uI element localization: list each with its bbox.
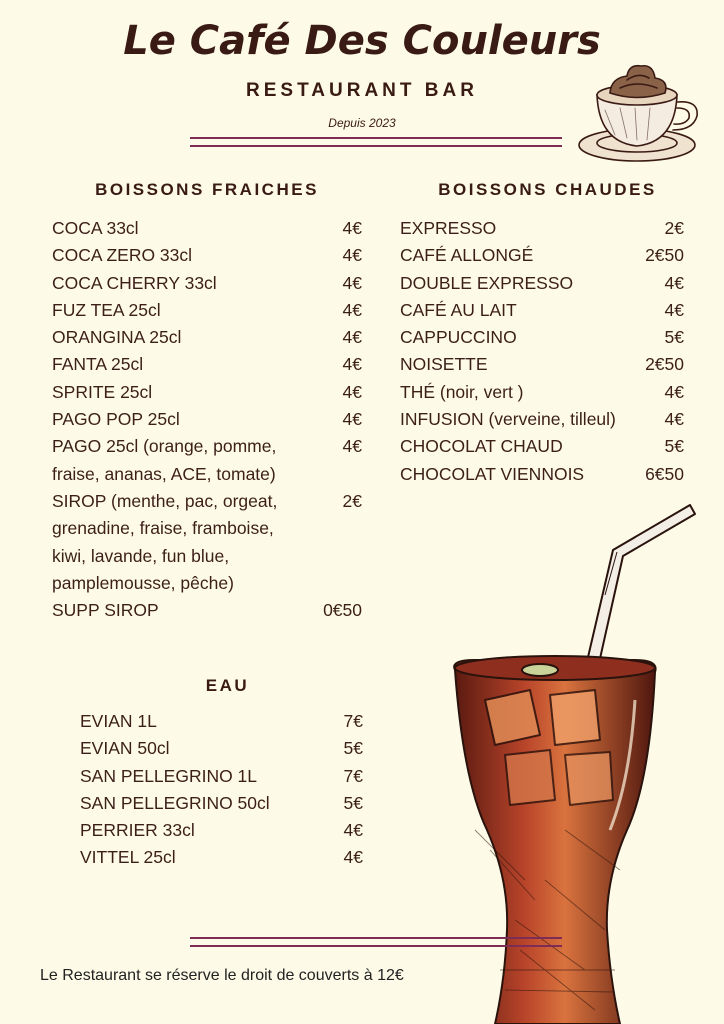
item-name: SAN PELLEGRINO 1L	[80, 765, 258, 786]
cold-drinks-heading: BOISSONS FRAICHES	[95, 180, 319, 199]
list-item	[52, 597, 362, 624]
item-name: CAFÉ ALLONGÉ	[400, 245, 534, 266]
item-price: 5€	[664, 327, 684, 348]
item-price: 0€50	[323, 600, 362, 621]
list-item	[80, 790, 363, 817]
footer-divider-bottom	[190, 945, 562, 947]
item-price: 2€	[664, 218, 684, 238]
item-name: VITTEL 25cl	[80, 847, 176, 868]
item-name: INFUSION (verveine, tilleul)	[400, 409, 616, 430]
item-name: COCA 33cl	[52, 218, 139, 238]
list-item	[400, 324, 684, 351]
list-item	[400, 379, 684, 406]
list-item	[80, 817, 363, 844]
list-item	[52, 324, 362, 351]
item-price: 4€	[342, 354, 362, 375]
list-item	[80, 763, 363, 790]
list-item	[52, 242, 362, 269]
item-price: 7€	[343, 711, 363, 731]
list-item	[400, 242, 684, 269]
item-name: CAFÉ AU LAIT	[400, 299, 517, 320]
list-item	[80, 844, 363, 871]
item-price: 2€50	[645, 245, 684, 266]
list-item	[400, 270, 684, 297]
item-price: 5€	[343, 792, 363, 813]
coffee-cup-illustration	[575, 50, 715, 165]
item-name: THÉ (noir, vert )	[400, 381, 524, 402]
item-price: 2€	[342, 490, 362, 511]
list-item	[400, 433, 684, 460]
item-name: COCA CHERRY 33cl	[52, 272, 217, 293]
item-price: 4€	[342, 272, 362, 293]
hot-drinks-list	[400, 215, 684, 488]
list-item	[400, 215, 684, 242]
item-price: 4€	[342, 245, 362, 266]
item-price: 4€	[342, 409, 362, 430]
item-name: ORANGINA 25cl	[52, 327, 182, 348]
item-name: FANTA 25cl	[52, 354, 144, 375]
list-item	[80, 735, 363, 762]
since-year: Depuis 2023	[328, 116, 396, 130]
item-price: 4€	[342, 381, 362, 402]
item-name: SUPP SIROP	[52, 600, 159, 621]
header-divider-top	[190, 137, 562, 139]
item-price: 4€	[664, 381, 684, 402]
item-price: 4€	[343, 820, 363, 841]
item-name: FUZ TEA 25cl	[52, 299, 161, 320]
item-price: 5€	[664, 436, 684, 457]
item-price: 4€	[664, 409, 684, 430]
list-item	[400, 461, 684, 488]
restaurant-subtitle: RESTAURANT BAR	[246, 80, 478, 101]
item-price: 4€	[343, 847, 363, 868]
list-item	[52, 379, 362, 406]
item-price: 6€50	[645, 463, 684, 484]
page-title: Le Café Des Couleurs	[123, 18, 601, 64]
list-item	[400, 297, 684, 324]
list-item	[400, 351, 684, 378]
list-item	[80, 708, 363, 735]
item-name: EVIAN 50cl	[80, 738, 170, 759]
water-heading: EAU	[205, 676, 250, 695]
item-name: CHOCOLAT VIENNOIS	[400, 463, 585, 484]
item-price: 4€	[664, 272, 684, 293]
item-name: EVIAN 1L	[80, 711, 157, 731]
item-price: 4€	[664, 299, 684, 320]
item-price: 4€	[342, 327, 362, 348]
list-item	[52, 433, 362, 488]
cold-drinks-list	[52, 215, 362, 624]
item-price: 2€50	[645, 354, 684, 375]
item-name: SPRITE 25cl	[52, 381, 153, 402]
item-name: COCA ZERO 33cl	[52, 245, 193, 266]
item-name: NOISETTE	[400, 354, 488, 375]
header-divider-bottom	[190, 145, 562, 147]
list-item	[52, 351, 362, 378]
item-name: DOUBLE EXPRESSO	[400, 272, 574, 293]
item-price: 4€	[342, 218, 362, 238]
list-item	[52, 215, 362, 242]
water-list	[80, 708, 363, 872]
list-item	[52, 488, 362, 597]
list-item	[52, 297, 362, 324]
list-item	[400, 406, 684, 433]
list-item	[52, 270, 362, 297]
item-name: PAGO POP 25cl	[52, 409, 180, 430]
footer-divider-top	[190, 937, 562, 939]
item-price: 4€	[342, 436, 362, 457]
item-name: CAPPUCCINO	[400, 327, 517, 348]
list-item	[52, 406, 362, 433]
cover-charge-note: Le Restaurant se réserve le droit de couverts à 12€	[40, 967, 404, 984]
item-name: EXPRESSO	[400, 218, 497, 238]
item-name: CHOCOLAT CHAUD	[400, 436, 563, 457]
hot-drinks-heading: BOISSONS CHAUDES	[438, 180, 657, 199]
item-name: SIROP (menthe, pac, orgeat, grenadine, fraise, framboise, kiwi, lavande, fun blue, pamplemousse, pêche)	[52, 490, 278, 593]
item-name: SAN PELLEGRINO 50cl	[80, 792, 270, 813]
item-name: PERRIER 33cl	[80, 820, 195, 841]
item-price: 4€	[342, 299, 362, 320]
item-price: 5€	[343, 738, 363, 759]
item-name: PAGO 25cl (orange, pomme, fraise, ananas, ACE, tomate)	[52, 436, 277, 484]
item-price: 7€	[343, 765, 363, 786]
